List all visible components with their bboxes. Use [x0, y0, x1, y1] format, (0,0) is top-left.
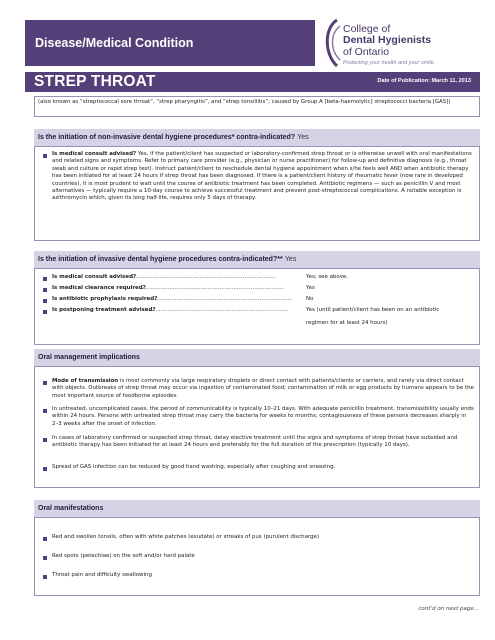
aka-box: (also known as “streptococcal sore throat”, “strep pharyngitis”, and “strep tonsillitis”; caused by Group A [beta-haemolytic] streptococci bacteria [GAS]) — [34, 96, 480, 117]
bullet-icon — [43, 409, 47, 413]
bullet-icon — [43, 310, 47, 314]
management-item: Spread of GAS infection can be reduced by good hand washing, especially after coughing and sneezing. — [52, 464, 336, 470]
manifestation-item: Throat pain and difficulty swallowing — [52, 572, 152, 578]
oral-management-heading: Oral management implications — [34, 349, 480, 367]
manifestation-item: Red and swollen tonsils, often with white patches (exudate) or streaks of pus (purulent discharge) — [52, 534, 319, 540]
page-title: STREP THROAT — [34, 73, 156, 90]
management-item: In untreated, uncomplicated cases, the period of communicability is typically 10–21 days. With adequate penicillin treatment, transmissibility usually ends within 24 hours. Persons with untreated strep throat may carry the bacteria for weeks to months; contagiousness of these persons decreases sharply in 2–3 weeks after the onset of infection. — [52, 406, 474, 427]
bullet-icon — [43, 575, 47, 579]
manifestation-item: Red spots (petechiae) on the soft and/or hard palate — [52, 553, 195, 559]
logo-swoosh-icon — [320, 18, 342, 68]
bullet-icon — [43, 154, 47, 158]
college-logo — [320, 18, 480, 70]
logo-tagline: Protecting your health and your smile. — [343, 60, 436, 66]
continued-note: cont’d on next page... — [418, 606, 479, 612]
invasive-item-value-cont: regimen for at least 24 hours) — [306, 320, 388, 326]
logo-line2: Dental Hygienists — [343, 34, 432, 46]
bullet-icon — [43, 537, 47, 541]
management-item: In cases of laboratory confirmed or suspected strep throat, delay elective treatment until the signs and symptoms of strep throat have subsided and antibiotic therapy has been initiated for at least 24 hours and preferably for the full duration of the prescription (typically 10 days). — [52, 435, 458, 449]
noninvasive-answer: Yes — [297, 134, 309, 141]
section-invasive-heading — [34, 251, 480, 269]
oral-manifestations-heading: Oral manifestations — [34, 500, 480, 518]
dot-leader: ................................................................................... — [145, 307, 289, 313]
invasive-answer: Yes — [284, 256, 297, 263]
bullet-icon — [43, 288, 47, 292]
bullet-icon — [43, 467, 47, 471]
logo-line3: of Ontario — [343, 46, 390, 58]
medical-consult-text: Yes, if the patient/client has suspected or laboratory-confirmed strep throat or is otherwise unwell with oral manifestations and related signs and symptoms. Refer to primary care provider (e.g., physician or nurse practitioner) for follow-up and definitive diagnosis (e.g., throat swab and culture or rapid strep test). Instruct patient/client to reschedule dental hygiene appointment when s/he feels well AND when antibiotic therapy has been initiated for at least 24 hours if strep throat has been diagnosed. If there is a patient/client history of rheumatic fever (now rare in developed countries), it is most prudent to wait until the course of antibiotic treatment has been completed. Antibiotic regimens — such as penicillin V and most alternatives — typically require a 10-day course to achieve successful treatment and prevent post-streptococcal complications. A notable exception is azithromycin which, given its long half-life, requires only 5 days of therapy. — [52, 151, 472, 202]
medical-consult-paragraph — [52, 151, 474, 203]
invasive-item-label: Is medical consult advised? — [52, 274, 137, 280]
dot-leader: ................................................................................... — [149, 296, 293, 302]
invasive-item-label: Is antibiotic prophylaxis required? — [52, 296, 158, 302]
dot-leader: ................................................................................... — [140, 285, 284, 291]
title-banner — [25, 72, 480, 92]
logo-line1: College of — [343, 23, 391, 35]
bullet-icon — [43, 381, 47, 385]
bullet-icon — [43, 299, 47, 303]
medical-consult-label: Is medical consult advised? — [52, 151, 137, 157]
section-noninvasive-heading — [34, 129, 480, 147]
publication-date: Date of Publication: March 11, 2013 — [377, 78, 471, 84]
invasive-item-value: Yes; see above. — [306, 274, 348, 280]
invasive-item-value: Yes — [306, 285, 315, 291]
dot-leader: ................................................................................... — [132, 274, 276, 280]
management-item: Mode of transmission is most commonly via large respiratory droplets or direct contact with patients/clients or carriers, and rarely via direct contact with objects. Outbreaks of strep throat may occur via ingestion of contaminated food; contamination of milk or egg products by humans appears to be the most important source of foodborne episodes. — [52, 378, 474, 399]
category-banner — [25, 20, 315, 66]
invasive-item-label: Is postponing treatment advised? — [52, 307, 156, 313]
bullet-icon — [43, 277, 47, 281]
invasive-item-value: No — [306, 296, 314, 302]
category-label: Disease/Medical Condition — [35, 36, 194, 50]
invasive-item-value: Yes (until patient/client has been on an antibiotic — [306, 307, 440, 313]
noninvasive-question: Is the initiation of non-invasive dental hygiene procedures* contra-indicated? — [38, 134, 296, 141]
bullet-icon — [43, 438, 47, 442]
bullet-icon — [43, 556, 47, 560]
invasive-item-label: Is medical clearance required? — [52, 285, 146, 291]
invasive-question: Is the initiation of invasive dental hygiene procedures contra-indicated?** — [38, 256, 283, 263]
